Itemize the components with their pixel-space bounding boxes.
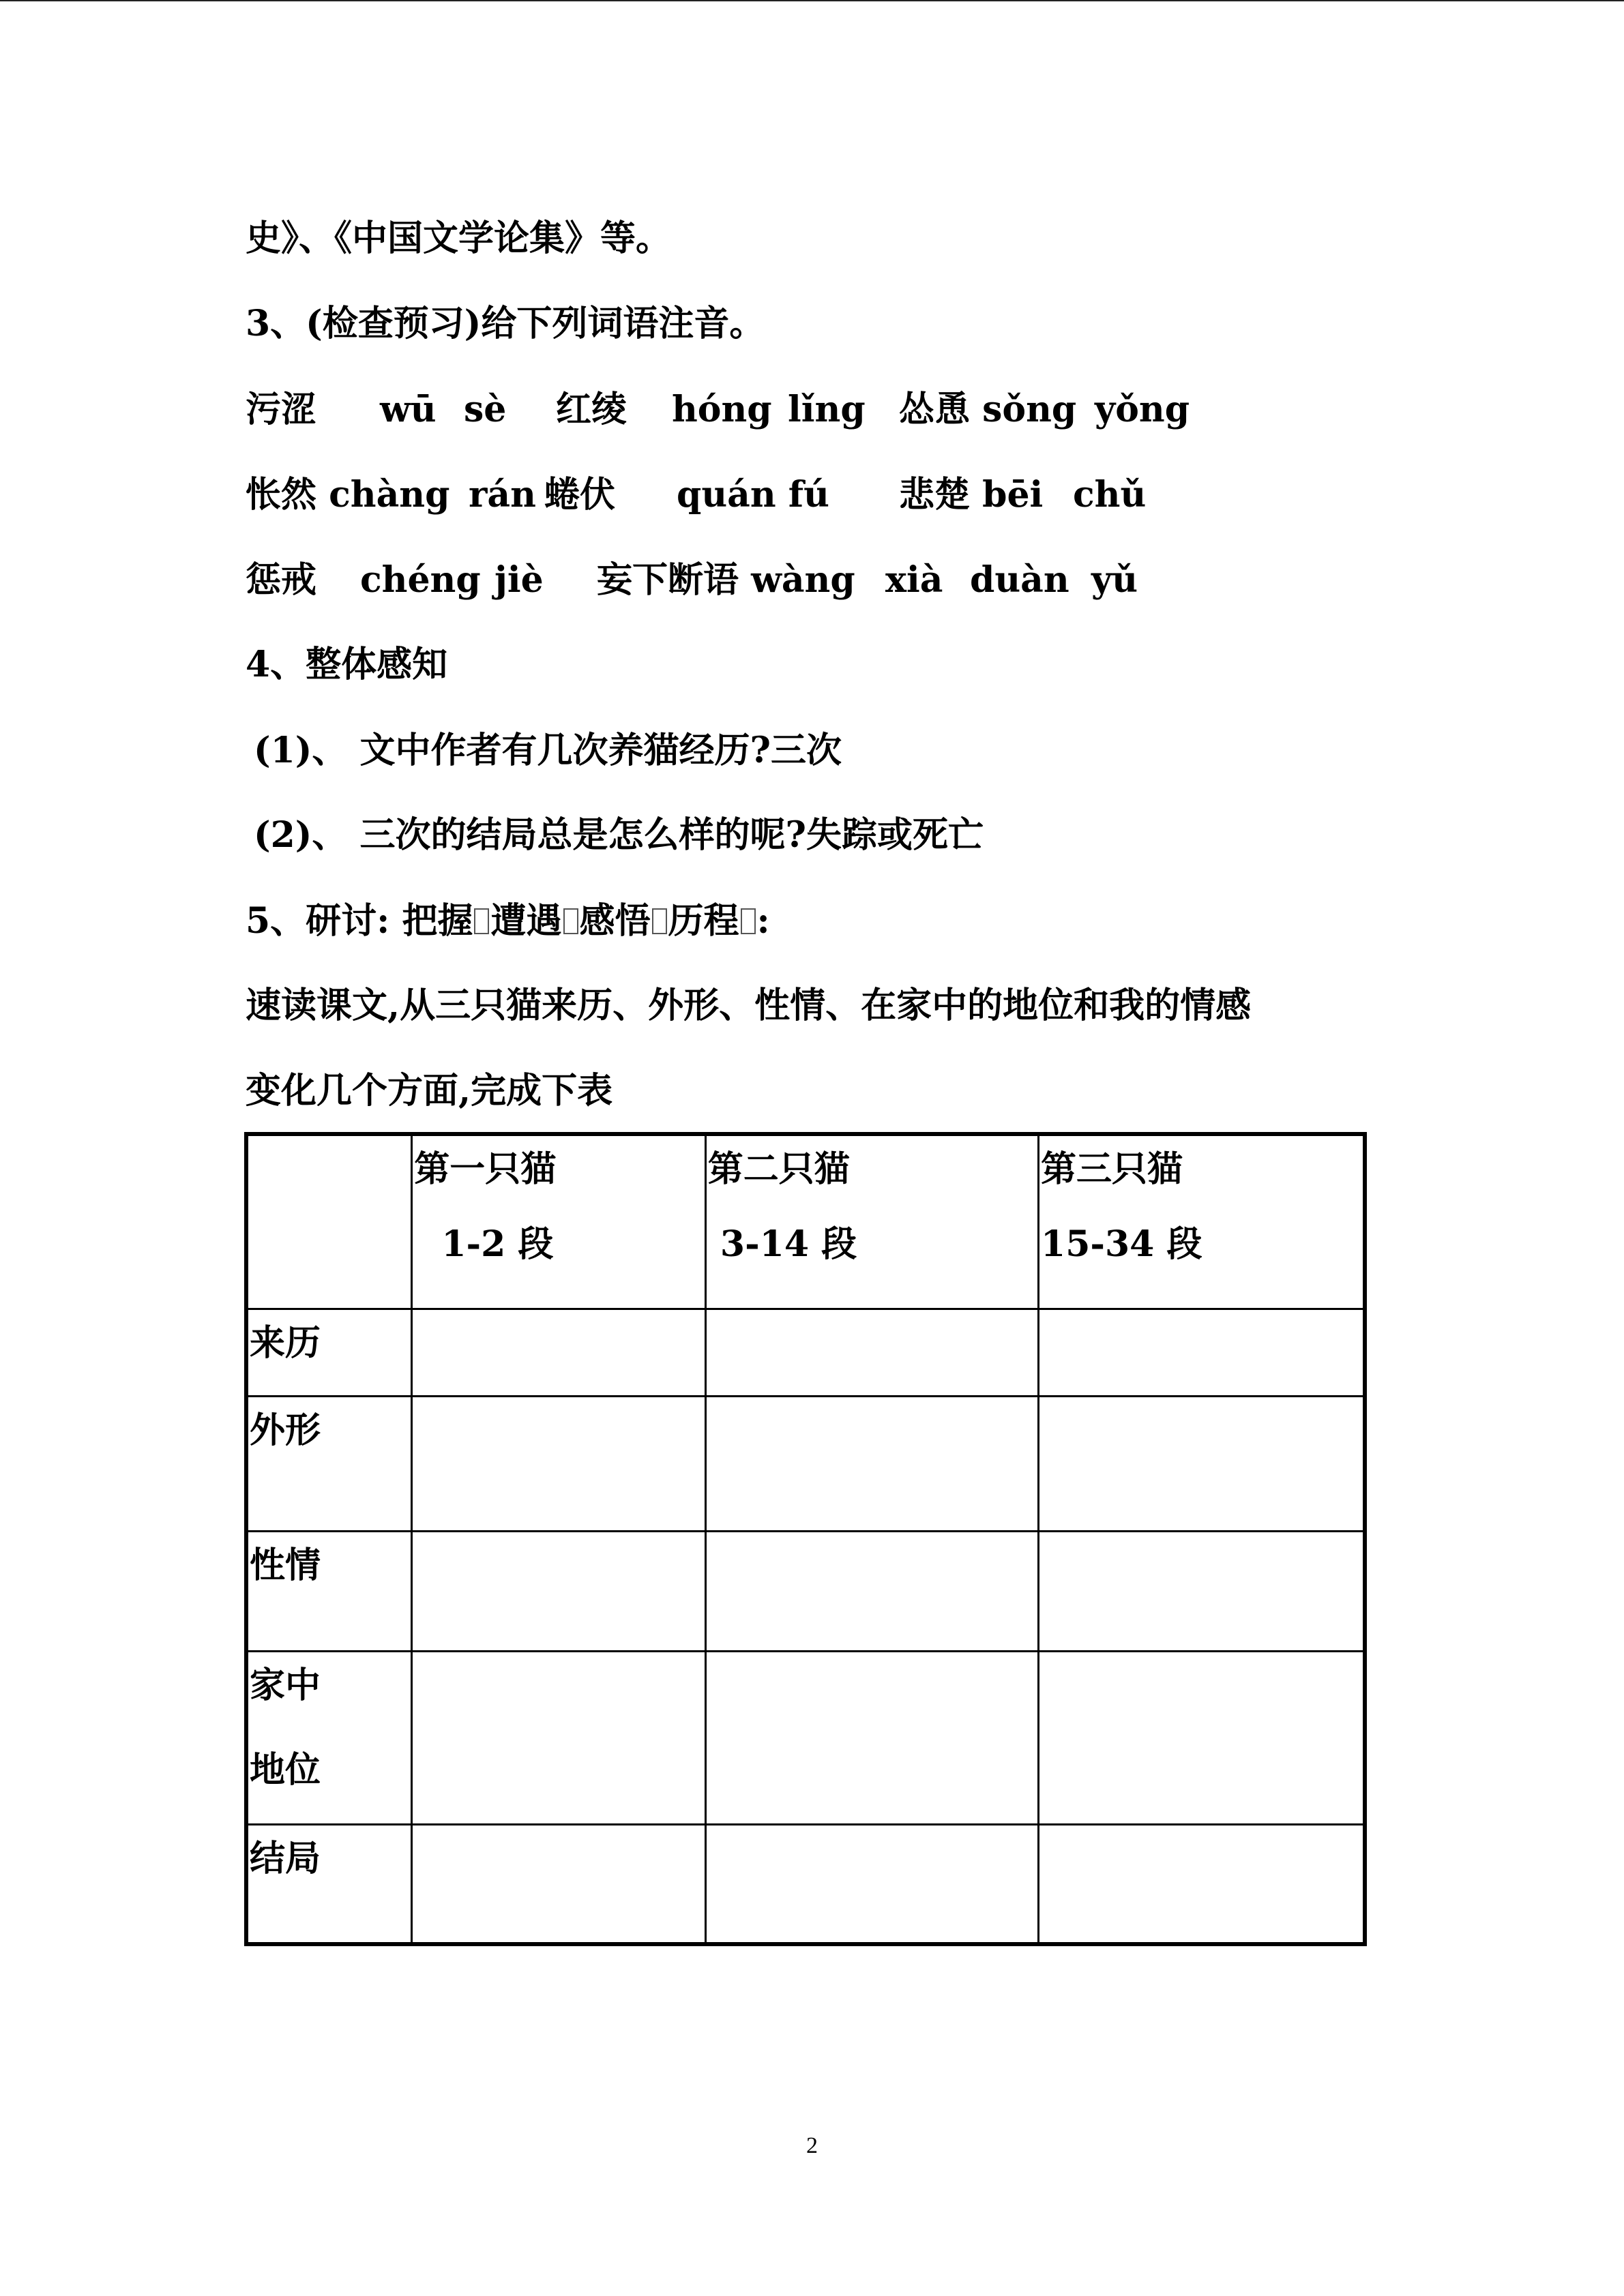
- table-row: [246, 1651, 1365, 1824]
- pinyin: rán: [469, 474, 536, 516]
- text-line-1: 史》、《中国文学论集》等。: [246, 218, 672, 259]
- pinyin: xià: [885, 559, 943, 601]
- table-cell[interactable]: [412, 1396, 706, 1531]
- row-label: [246, 1651, 412, 1824]
- heading-text: 感悟: [579, 900, 651, 942]
- instruction-line-2: 变化几个方面,完成下表: [246, 1070, 613, 1112]
- row-label-text: 外形: [250, 1409, 321, 1451]
- table-cell[interactable]: [705, 1396, 1038, 1531]
- pinyin: yǒng: [1095, 389, 1190, 430]
- header-cat-3: [1039, 1134, 1365, 1309]
- header-cat-1: [412, 1134, 706, 1309]
- header-name: 第一只猫: [414, 1148, 557, 1190]
- row-label-text: 性情: [250, 1544, 321, 1586]
- pinyin: duàn: [970, 559, 1069, 601]
- header-cat-2: [705, 1134, 1038, 1309]
- heading-text: 遭遇: [490, 900, 562, 942]
- missing-glyph-box: [741, 908, 756, 934]
- heading-text: :: [756, 900, 770, 942]
- row-label: [246, 1309, 412, 1396]
- missing-glyph-box: [652, 908, 667, 934]
- word: 妄下断语 wàng: [597, 559, 855, 601]
- table-cell[interactable]: [412, 1651, 706, 1824]
- pinyin: jiè: [494, 559, 544, 601]
- table-cell[interactable]: [1039, 1651, 1365, 1824]
- table-row: [246, 1309, 1365, 1396]
- table-cell[interactable]: [1039, 1531, 1365, 1651]
- word: 怅然 chàng: [246, 474, 450, 516]
- row-label: [246, 1396, 412, 1531]
- table-cell[interactable]: [705, 1824, 1038, 1944]
- table-cell[interactable]: [412, 1309, 706, 1396]
- pinyin: yǔ: [1091, 559, 1138, 601]
- header-name: 第二只猫: [707, 1148, 850, 1190]
- header-range: 3-14 段: [707, 1223, 857, 1265]
- table-cell[interactable]: [1039, 1396, 1365, 1531]
- table-corner-cell: [246, 1134, 412, 1309]
- pinyin: chǔ: [1073, 474, 1147, 516]
- word: 蜷伏: [544, 474, 616, 516]
- page-top-border: [0, 0, 1624, 1]
- header-range: 1-2 段: [429, 1223, 554, 1265]
- pinyin: quán fú: [677, 474, 829, 516]
- missing-glyph-box: [563, 908, 578, 934]
- table-row: [246, 1531, 1365, 1651]
- heading-text: 历程: [668, 900, 739, 942]
- question-5-heading: [246, 897, 770, 945]
- word: 怂恿 sǒng: [899, 389, 1077, 430]
- word: 红绫: [556, 389, 628, 430]
- question-4-item-1: (1)、 文中作者有几次养猫经历?三次: [254, 730, 842, 771]
- table-cell[interactable]: [412, 1824, 706, 1944]
- missing-glyph-box: [474, 908, 489, 934]
- instruction-line-1: 速读课文,从三只猫来历、外形、性情、在家中的地位和我的情感: [246, 985, 1252, 1026]
- table-row: [246, 1396, 1365, 1531]
- table-row: [246, 1824, 1365, 1944]
- table-header-row: [246, 1134, 1365, 1309]
- word: 悲楚 bēi: [899, 474, 1044, 516]
- pinyin-line-1: [246, 386, 1405, 434]
- header-name: 第三只猫: [1041, 1148, 1183, 1190]
- table-cell[interactable]: [705, 1309, 1038, 1396]
- word: 污涩: [246, 389, 317, 430]
- table-cell[interactable]: [1039, 1309, 1365, 1396]
- pinyin: chéng: [360, 559, 481, 601]
- row-label: [246, 1824, 412, 1944]
- question-3-heading: 3、(检查预习)给下列词语注音。: [246, 303, 765, 344]
- header-range: 15-34 段: [1041, 1223, 1202, 1265]
- table-cell[interactable]: [705, 1651, 1038, 1824]
- heading-text: 5、研讨: 把握: [246, 900, 473, 942]
- pinyin-line-3: [246, 556, 1405, 604]
- table-cell[interactable]: [412, 1531, 706, 1651]
- question-4-heading: 4、整体感知: [246, 644, 448, 685]
- row-label-text: 家中: [250, 1664, 321, 1706]
- row-label: [246, 1531, 412, 1651]
- pinyin: wū: [380, 389, 437, 430]
- question-4-item-2: (2)、 三次的结局总是怎么样的呢?失踪或死亡: [254, 814, 984, 856]
- pinyin: lǐng: [788, 389, 866, 430]
- row-label-text: 来历: [250, 1322, 321, 1364]
- pinyin: hóng: [672, 389, 772, 430]
- pinyin: sè: [464, 389, 507, 430]
- cat-comparison-table: [244, 1132, 1367, 1946]
- row-label-text: 地位: [250, 1748, 321, 1791]
- row-label-text: 结局: [250, 1837, 321, 1879]
- table-cell[interactable]: [1039, 1824, 1365, 1944]
- word: 惩戒: [246, 559, 317, 601]
- pinyin-line-2: [246, 471, 1405, 519]
- page-number: 2: [806, 2133, 818, 2158]
- table-cell[interactable]: [705, 1531, 1038, 1651]
